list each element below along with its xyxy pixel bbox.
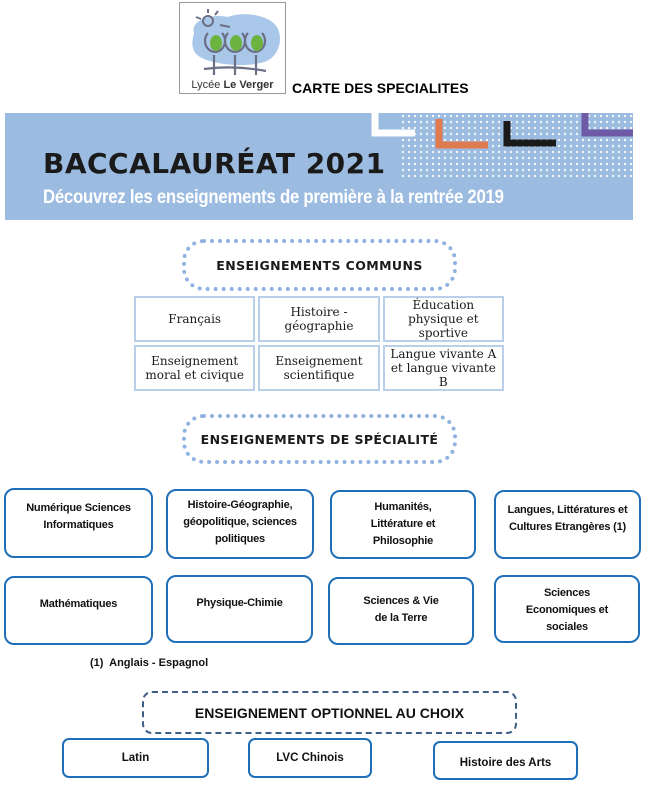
optional-box: Latin [62,738,209,778]
banner [5,113,633,220]
common-subject: Langue vivante A et langue vivante B [383,345,504,391]
specialty-box: Physique-Chimie [166,575,313,643]
specialty-box: Sciences & Vie de la Terre [328,577,474,645]
common-subject: Histoire - géographie [258,296,379,342]
specialty-box: Histoire-Géographie, géopolitique, sciences politiques [166,489,314,559]
specialty-box: Sciences Economiques et sociales [494,575,640,643]
banner-subtitle: Découvrez les enseignements de première à la rentrée 2019 [43,186,504,208]
purple-bracket-icon [585,113,633,133]
specialty-section-heading: ENSEIGNEMENTS DE SPÉCIALITÉ [182,414,457,464]
orange-bracket-icon [439,119,488,145]
common-subject: Français [134,296,255,342]
specialty-box: Numérique Sciences Informatiques [4,488,153,558]
logo-caption [180,79,285,91]
optional-box: LVC Chinois [248,738,372,778]
common-subject: Enseignement scientifique [258,345,379,391]
logo-caption-prefix: Lycée [191,79,221,91]
common-section-heading: ENSEIGNEMENTS COMMUNS [182,239,457,291]
banner-title: BACCALAURÉAT 2021 [43,147,386,180]
common-subject: Enseignement moral et civique [134,345,255,391]
school-logo [179,2,286,94]
black-bracket-icon [507,121,556,143]
specialty-box: Langues, Littératures et Cultures Etrangères (1) [494,490,641,559]
common-subject: Éducation physique et sportive [383,296,504,342]
specialty-box: Humanités, Littérature et Philosophie [330,490,476,559]
optional-box: Histoire des Arts [433,741,578,780]
page-title: CARTE DES SPECIALITES [292,80,469,96]
optional-section-heading: ENSEIGNEMENT OPTIONNEL AU CHOIX [142,691,517,734]
banner-brackets-decoration [370,113,633,153]
footnote: (1) Anglais - Espagnol [90,657,209,669]
specialty-box: Mathématiques [4,576,153,645]
logo-caption-name: Le Verger [223,79,274,91]
common-subjects-grid [134,296,504,389]
white-bracket-icon [375,113,415,133]
